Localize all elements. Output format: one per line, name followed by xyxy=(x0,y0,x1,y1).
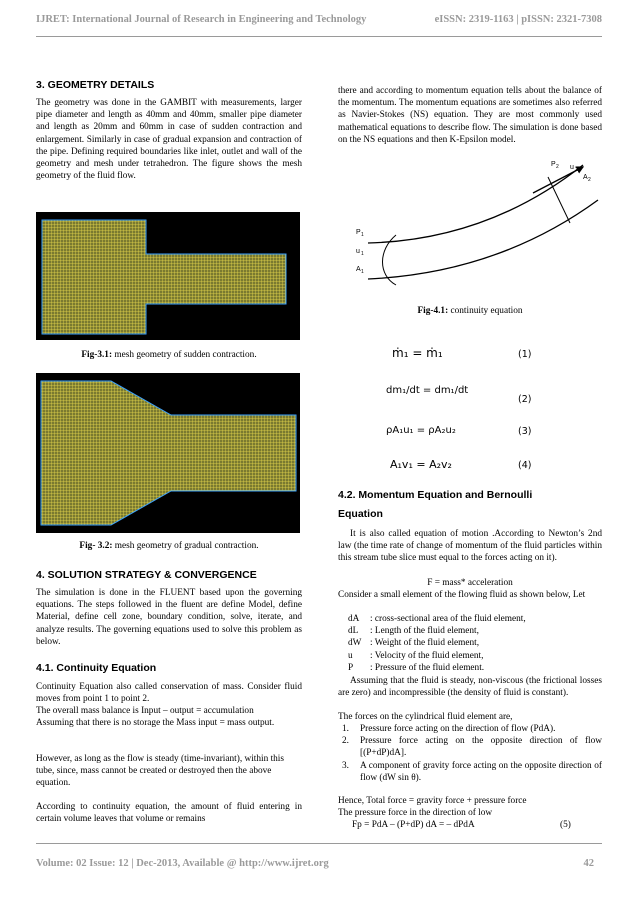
section-3-text: The geometry was done in the GAMBIT with measurements, larger pipe diameter and length as 40mm and 40mm, smaller pipe diameter and length as 20mm and 60mm in case of sudden contraction and enlargement. Similarly in case of gradual expansion and contraction of the pipe. Defining required boundaries like inlet, outlet and wall of the geometry and mesh under tetrahedron. The figure shows the mesh geometry of the fluid flow. xyxy=(36,98,302,182)
section-4-2-heading-line2: Equation xyxy=(338,508,383,520)
label-a2-sub: 2 xyxy=(588,177,591,183)
section-4-heading: 4. SOLUTION STRATEGY & CONVERGENCE xyxy=(36,569,257,581)
definition-item xyxy=(348,625,602,637)
definition-symbol: dL xyxy=(348,626,359,637)
equation-3: ρA₁u₁ = ρA₂u₂ xyxy=(386,425,456,436)
label-u1: u xyxy=(356,248,360,255)
equation-5: Fp = PdA – (P+dP) dA = – dPdA xyxy=(352,820,475,830)
force-text: A component of gravity force acting on the opposite direction of flow (dW sin θ). xyxy=(360,760,602,783)
equation-3-number: (3) xyxy=(518,426,532,437)
force-text: Pressure force acting on the direction of flow (PdA). xyxy=(360,724,556,734)
definition-desc: : Weight of the fluid element, xyxy=(370,638,480,649)
label-a1: A xyxy=(356,266,361,273)
definition-item xyxy=(348,662,602,674)
label-p2-sub: 2 xyxy=(556,164,559,170)
label-u2: u xyxy=(570,164,574,171)
section-4-2-p6: The pressure force in the direction of low xyxy=(338,808,493,818)
upper-stream-line xyxy=(368,165,583,243)
definition-desc: : Pressure of the fluid element. xyxy=(370,662,485,673)
footer-volume: Volume: 02 Issue: 12 | Dec-2013, Available @ http://www.ijret.org xyxy=(36,858,329,869)
mesh-sudden-contraction-figure xyxy=(36,212,300,340)
equation-1: ṁ₁ = ṁ₁ xyxy=(392,346,443,360)
fig-3-1-label: Fig-3.1: xyxy=(81,350,113,360)
label-a1-sub: 1 xyxy=(361,269,364,275)
section-4-2-p1: It is also called equation of motion .According to Newton’s 2nd law (the time rate of change of momentum of the fluid particles within this stream tube slice must equal to the forces acting on it). xyxy=(338,529,602,564)
journal-title: IJRET: International Journal of Research in Engineering and Technology xyxy=(36,14,367,25)
force-number: 3. xyxy=(342,760,349,771)
section-4-2-heading-line1: 4.2. Momentum Equation and Bernoulli xyxy=(338,489,533,501)
definition-symbol: P xyxy=(348,662,354,673)
fig-3-1-text: mesh geometry of sudden contraction. xyxy=(112,350,257,360)
label-p1: P xyxy=(356,229,361,236)
label-p1-sub: 1 xyxy=(361,232,364,238)
equation-2: dm₁/dt = dm₁/dt xyxy=(386,385,469,396)
continuity-diagram xyxy=(338,155,602,295)
equation-1-number: (1) xyxy=(518,349,532,360)
issn: eISSN: 2319-1163 | pISSN: 2321-7308 xyxy=(434,14,602,25)
fig-3-2-label: Fig- 3.2: xyxy=(79,541,113,551)
label-p2: P xyxy=(551,161,556,168)
fig-4-1-caption xyxy=(338,306,602,316)
fig-3-1-caption xyxy=(36,350,302,360)
definition-desc: : Velocity of the fluid element, xyxy=(370,650,484,661)
force-text: Pressure force acting on the opposite direction of flow [(P+dP)dA]. xyxy=(360,736,602,759)
equation-5-number: (5) xyxy=(560,820,571,830)
forces-list xyxy=(342,723,602,784)
outlet-section-line xyxy=(548,177,570,223)
fig-4-1-label: Fig-4.1: xyxy=(417,306,449,316)
label-u2-sub: 2 xyxy=(575,167,578,173)
momentum-intro-text: there and according to momentum equation tells about the balance of the momentum. The momentum equations are sometimes also referred as Navier-Stokes (NS) equation. They are most commonly used mathematical equations to describe flow. The simulation is done based on the NS equations and then K-Epsilon model. xyxy=(338,86,602,145)
label-a2: A xyxy=(583,174,588,181)
equation-4: A₁v₁ = A₂v₂ xyxy=(390,458,452,471)
definition-list xyxy=(348,613,602,674)
section-4-1-p3: Assuming that there is no storage the Mass input = mass output. xyxy=(36,718,275,728)
definition-desc: : Length of the fluid element, xyxy=(370,626,479,637)
force-number: 1. xyxy=(342,724,349,734)
definition-item xyxy=(348,613,602,625)
lower-stream-line xyxy=(368,200,598,279)
definition-symbol: u xyxy=(348,650,353,661)
page-number: 42 xyxy=(583,858,594,869)
section-4-2-p4: The forces on the cylindrical fluid element are, xyxy=(338,712,513,722)
section-4-2-p5: Hence, Total force = gravity force + pressure force xyxy=(338,796,527,806)
mesh-sudden-svg xyxy=(36,212,300,340)
section-4-1-heading: 4.1. Continuity Equation xyxy=(36,662,157,674)
section-3-heading: 3. GEOMETRY DETAILS xyxy=(36,79,155,91)
equation-4-number: (4) xyxy=(518,460,532,471)
section-4-1-p1: Continuity Equation also called conservation of mass. Consider fluid moves from point 1 to point 2. xyxy=(36,682,302,705)
header-rule xyxy=(36,36,602,37)
force-item xyxy=(342,760,602,784)
fig-3-2-caption xyxy=(36,541,302,551)
mesh-gradual-contraction-figure xyxy=(36,373,300,533)
fig-4-1-text: continuity equation xyxy=(448,306,523,316)
section-4-1-p5: According to continuity equation, the amount of fluid entering in certain volume leaves that volume or remains xyxy=(36,802,302,825)
equation-2-number: (2) xyxy=(518,394,532,405)
definition-symbol: dW xyxy=(348,638,362,649)
definition-item xyxy=(348,637,602,649)
force-number: 2. xyxy=(342,736,349,747)
section-4-1-p4: However, as long as the flow is steady (time-invariant), within this tube, since, mass cannot be created or destroyed then the above equation. xyxy=(36,754,285,789)
section-4-text: The simulation is done in the FLUENT based upon the governing equations. The steps followed in the fluent are define Model, define Material, define cell zone, boundary condition, solve, iterate, and analyze results. The governing equations used to solve this problem as below. xyxy=(36,588,302,647)
footer-rule xyxy=(36,843,602,844)
force-item xyxy=(342,723,602,735)
section-4-2-p2: Consider a small element of the flowing fluid as shown below, Let xyxy=(338,590,586,600)
force-item xyxy=(342,735,602,759)
fig-3-2-text: mesh geometry of gradual contraction. xyxy=(112,541,259,551)
mesh-gradual-svg xyxy=(36,373,300,533)
section-4-1-p2: The overall mass balance is Input – output = accumulation xyxy=(36,706,254,716)
definition-symbol: dA xyxy=(348,614,360,624)
definition-item xyxy=(348,650,602,662)
label-u1-sub: 1 xyxy=(361,251,364,257)
section-4-2-formula: F = mass* acceleration xyxy=(427,578,513,588)
section-4-2-p3: Assuming that the fluid is steady, non-viscous (the frictional losses are zero) and incompressible (the density of fluid is constant). xyxy=(338,676,602,699)
definition-desc: : cross-sectional area of the fluid element, xyxy=(370,614,526,624)
